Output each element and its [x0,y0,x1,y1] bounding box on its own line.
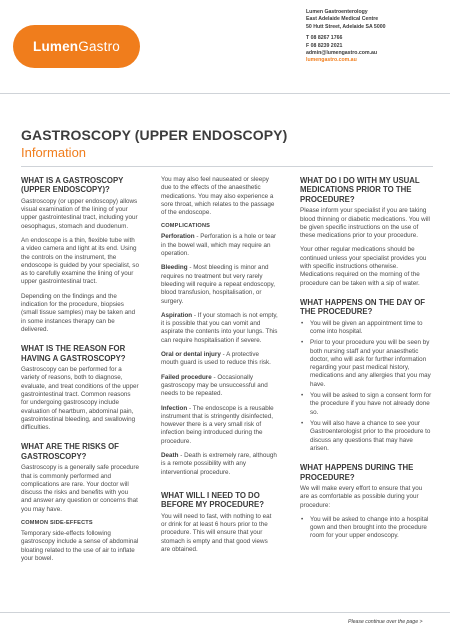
contact-website[interactable]: lumengastro.com.au [306,57,357,64]
complication-death: Death - Death is extremely rare, although is a remote possibility with any interventional procedure. [161,452,277,476]
complication-infection: Infection - The endoscope is a reusable instrument that is stringently disinfected, however there is a very small risk of infection being introduced during the procedure. [161,404,274,445]
complication-oral-injury: Oral or dental injury - A protective mouth guard is used to reduce this risk. [161,351,271,367]
day-list [300,320,432,453]
list-item: • You will also have a chance to see your Gastroenterologist prior to the procedure to discuss any questions that may have arisen. [300,420,432,453]
paragraph: You may also feel nauseated or sleepy due to the effects of the anaesthetic medications. You may also experience a sore throat, which relates to the passage of the endoscope. [161,176,275,217]
title-divider [21,166,433,167]
paragraph: Gastroscopy is a generally safe procedure that is commonly performed and complications are rare. Your doctor will discuss the risks and benefits with you and answer any question or concerns that you may have. [21,464,139,513]
continue-note: Please continue over the page > [348,619,423,625]
complication-failed: Failed procedure - Occasionally gastroscopy may be unsuccessful and needs to be repeated. [161,373,268,398]
paragraph: Gastroscopy can be performed for a variety of reasons, both to diagnose, evaluate, and treat conditions of the upper gastrointestinal tract. Common reasons for undergoing gastroscopy include evaluation of heartburn, abdominal pain, gastrointestinal bleeding, and swallowing difficulties. [21,366,139,432]
contact-email[interactable]: admin@lumengastro.com.au [306,50,378,57]
heading-side-effects: COMMON SIDE-EFFECTS [21,520,93,527]
contact-block [306,9,446,65]
during-list [300,516,432,541]
paragraph: Please inform your specialist if you are taking blood thinning or diabetic medications. You will be given specific instructions on the use of these medications prior to your procedure. [300,207,430,240]
contact-phone: T 08 8267 1766 [306,35,343,42]
contact-practice-name: Lumen Gastroenterology [306,9,368,15]
paragraph: We will make every effort to ensure that you are as comfortable as possible during your procedure: [300,484,423,509]
logo-text: LumenGastro [33,39,120,54]
column-3 [300,176,432,547]
complication-bleeding: Bleeding - Most bleeding is minor and requires no treatment but very rarely bleeding will require a repeat endoscopy, blood transfusion, hospitalisation, or surgery. [161,264,275,305]
heading-what-is-gastroscopy: WHAT IS A GASTROSCOPY (UPPER ENDOSCOPY)? [21,176,124,195]
list-item: • Prior to your procedure you will be seen by both nursing staff and your anaesthetic doctor, who will ask for further information regarding your past medical history, medications and any allergies that you may have. [300,339,432,389]
paragraph: Your other regular medications should be continued unless your specialist provides you with specific instructions otherwise. Medications required on the morning of the procedure can be taken with a sip of water. [300,246,427,287]
complication-aspiration: Aspiration - If your stomach is not empty, it is possible that you can vomit and aspirate the contents into your lungs. This can require hospitalisation if severe. [161,311,278,344]
list-item: • You will be given an appointment time to come into hospital. [300,320,432,337]
page-subtitle: Information [21,145,87,160]
contact-fax: F 08 8239 2021 [306,42,343,49]
heading-reason: WHAT IS THE REASON FOR HAVING A GASTROSCOPY? [21,344,126,363]
contact-address: 50 Hutt Street, Adelaide SA 5000 [306,23,386,30]
lumengastro-logo [13,25,140,68]
paragraph: Gastroscopy (or upper endoscopy) allows visual examination of the lining of your upper gastrointestinal tract, including your oesophagus, stomach and duodenum. [21,197,138,230]
heading-complications: COMPLICATIONS [161,223,211,230]
heading-medications: WHAT DO I DO WITH MY USUAL MEDICATIONS PRIOR TO THE PROCEDURE? [300,176,420,204]
list-item: • You will be asked to change into a hospital gown and then brought into the procedure room for your upper endoscopy. [300,516,432,541]
footer-divider [0,612,450,613]
complication-perforation: Perforation - Perforation is a hole or tear in the bowel wall, which may require an operation. [161,233,277,258]
paragraph: You will need to fast, with nothing to eat or drink for at least 6 hours prior to the procedure. This will ensure that your stomach is empty and that good views are obtained. [161,512,272,553]
column-2 [161,176,278,560]
heading-before-procedure: WHAT WILL I NEED TO DO BEFORE MY PROCEDURE? [161,490,264,510]
paragraph: An endoscope is a thin, flexible tube with a video camera and light at its end. Using the controls on the instrument, the endoscope is guided by your specialist, so as to carefully examine the lining of your upper gastrointestinal tract. [21,237,139,286]
heading-risks: WHAT ARE THE RISKS OF GASTROSCOPY? [21,442,119,461]
column-1 [21,176,139,569]
contact-centre: East Adelaide Medical Centre [306,16,379,23]
page-title: GASTROSCOPY (UPPER ENDOSCOPY) [21,127,288,143]
heading-during-procedure: WHAT HAPPENS DURING THE PROCEDURE? [300,463,414,482]
header-divider [0,93,450,94]
list-item: • You will be asked to sign a consent form for the procedure if you have not already done so. [300,392,432,417]
paragraph: Temporary side-effects following gastroscopy include a sense of abdominal bloating related to the use of air to inflate your bowel. [21,530,139,562]
paragraph: Depending on the findings and the indication for the procedure, biopsies (small tissue samples) may be taken and in some instances therapy can be delivered. [21,292,136,333]
heading-day-of-procedure: WHAT HAPPENS ON THE DAY OF THE PROCEDURE? [300,297,426,317]
